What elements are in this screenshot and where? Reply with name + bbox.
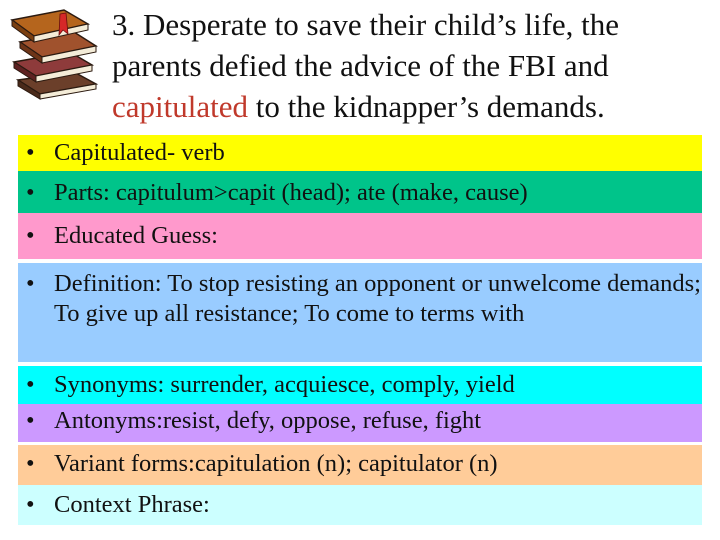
title-text-after: to the kidnapper’s demands.	[248, 89, 605, 124]
bullet-text: Parts: capitulum>capit (head); ate (make, cause)	[54, 179, 528, 206]
bullet-marker: •	[26, 139, 35, 166]
bullet-text: Synonyms: surrender, acquiesce, comply, yield	[54, 371, 515, 398]
bullet-educated-guess	[18, 213, 702, 259]
bullet-context-phrase	[18, 485, 702, 525]
books-stack-icon	[4, 2, 104, 100]
bullet-antonyms	[18, 404, 702, 442]
slide-title	[112, 4, 712, 127]
bullet-definition	[18, 263, 702, 362]
bullet-marker: •	[26, 450, 35, 477]
bullet-part-of-speech	[18, 135, 702, 171]
bullet-text: Capitulated- verb	[54, 139, 225, 166]
bullet-marker: •	[26, 491, 35, 518]
bullet-synonyms	[18, 366, 702, 404]
bullet-marker: •	[26, 407, 35, 434]
bullet-text: Context Phrase:	[54, 491, 210, 518]
bullet-text: Variant forms:capitulation (n); capitulator (n)	[54, 450, 498, 477]
bullet-marker: •	[26, 371, 35, 398]
bullet-marker: •	[26, 179, 35, 206]
title-highlight-word: capitulated	[112, 89, 248, 124]
bullet-marker: •	[26, 222, 35, 249]
bullet-variant-forms	[18, 445, 702, 485]
title-text-before: 3. Desperate to save their child’s life, the parents defied the advice of the FBI and	[112, 7, 620, 83]
bullet-word-parts	[18, 171, 702, 213]
bullet-text: Antonyms:resist, defy, oppose, refuse, fight	[54, 407, 482, 434]
bullet-text: Definition: To stop resisting an opponent or unwelcome demands; To give up all resistance; To come to terms with	[54, 270, 701, 327]
bullet-text: Educated Guess:	[54, 222, 218, 249]
bullet-marker: •	[26, 270, 35, 297]
